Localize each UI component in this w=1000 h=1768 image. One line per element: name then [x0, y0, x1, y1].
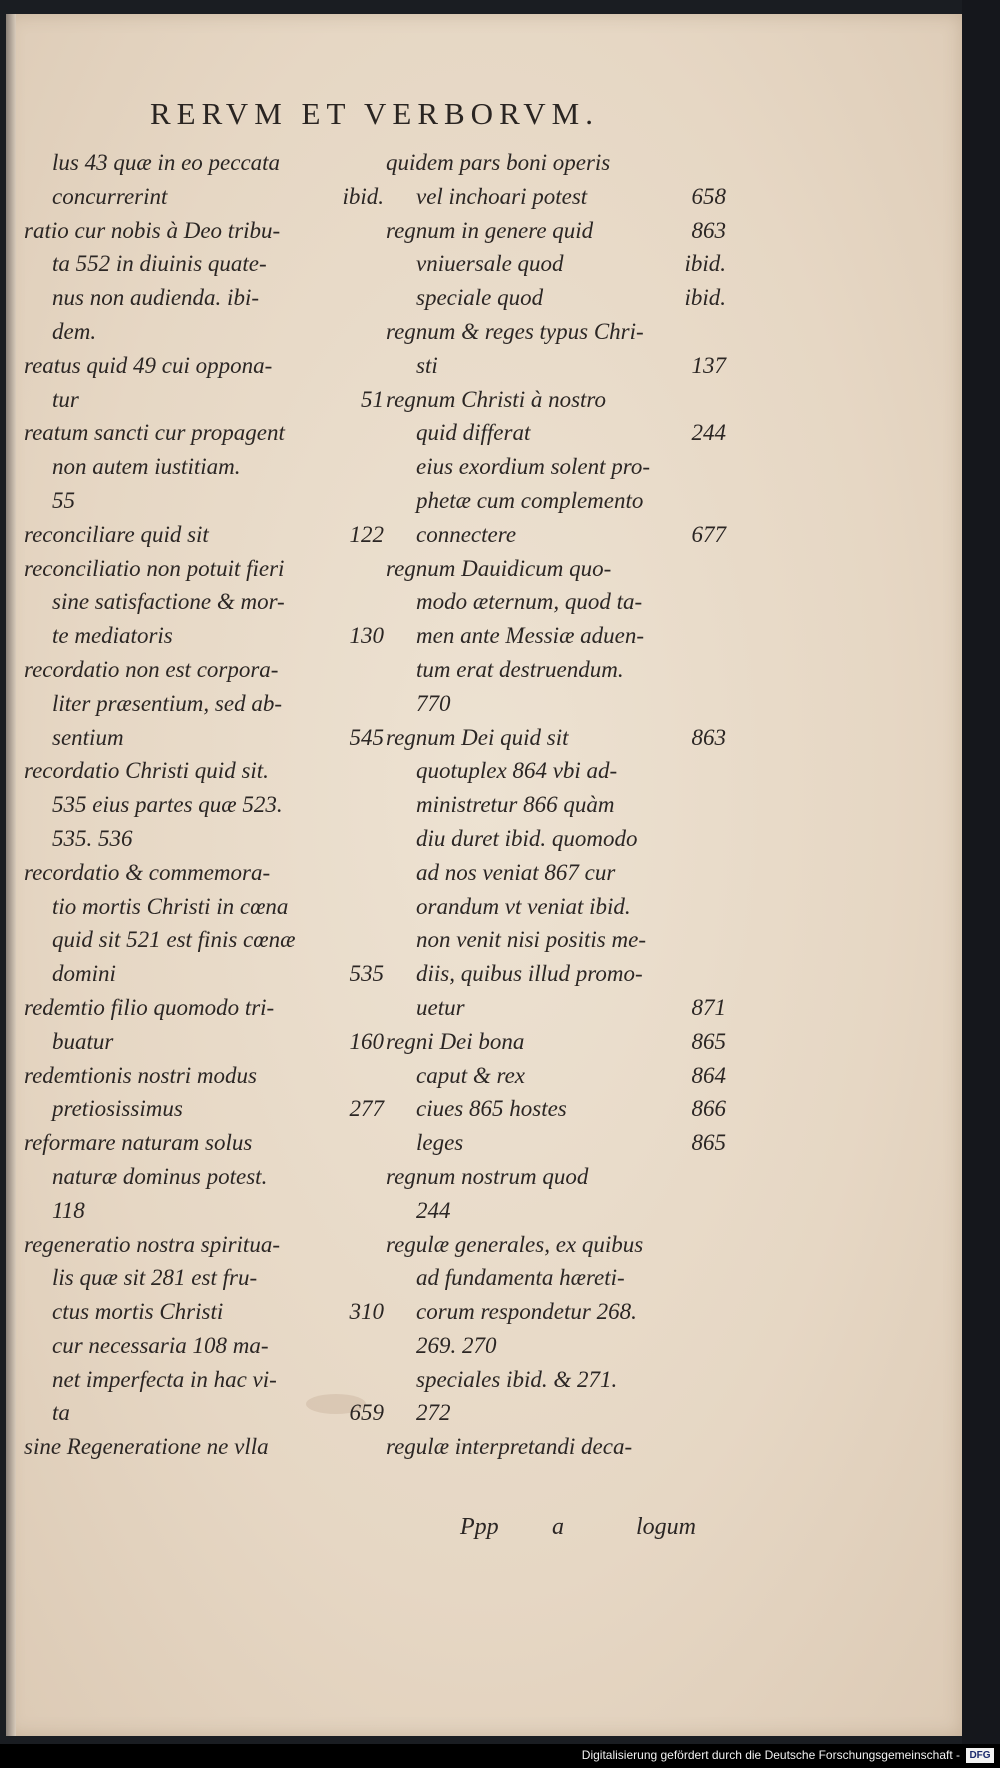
index-entry-text: diis, quibus illud promo-	[416, 961, 643, 987]
left-index-line	[24, 146, 384, 180]
index-page-number: 864	[691, 1062, 726, 1088]
index-entry-text: uetur	[416, 994, 465, 1020]
index-entry-text: regnum & reges typus Chri-	[386, 318, 644, 344]
left-index-line	[24, 957, 384, 991]
index-page-number: 310	[349, 1299, 384, 1325]
right-index-line	[386, 281, 726, 315]
index-entry-text: reformare naturam solus	[24, 1130, 253, 1156]
left-index-line	[24, 484, 384, 518]
left-index-line	[24, 383, 384, 417]
index-entry-text: domini	[52, 961, 116, 987]
right-index-line	[386, 957, 726, 991]
index-entry-text: regni Dei bona	[386, 1028, 525, 1054]
right-index-line	[386, 180, 726, 214]
index-entry-text: recordatio non est corpora-	[24, 656, 279, 682]
index-entry-text: speciales ibid. & 271.	[416, 1366, 618, 1392]
left-index-line	[24, 788, 384, 822]
right-index-line	[386, 1126, 726, 1160]
right-index-line	[386, 1396, 726, 1430]
right-index-line	[386, 214, 726, 248]
index-page-number: 137	[691, 352, 726, 378]
left-index-line	[24, 247, 384, 281]
index-entry-text: sti	[416, 352, 438, 378]
right-index-line	[386, 991, 726, 1025]
index-entry-text: sine Regeneratione ne vlla	[24, 1434, 269, 1460]
index-entry-text: sine satisfactione & mor-	[52, 589, 285, 615]
index-page-number: 545	[349, 724, 384, 750]
left-index-line	[24, 1092, 384, 1126]
index-entry-text: non autem iustitiam.	[52, 454, 241, 480]
index-page-number: 130	[349, 623, 384, 649]
index-entry-text: 535 eius partes quæ 523.	[52, 792, 283, 818]
right-index-line	[386, 653, 726, 687]
index-entry-text: regnum Dei quid sit	[386, 724, 569, 750]
left-index-line	[24, 1059, 384, 1093]
index-page-number: 658	[691, 183, 726, 209]
index-entry-text: 269. 270	[416, 1332, 497, 1358]
left-index-line	[24, 653, 384, 687]
index-page-number: 51	[361, 386, 384, 412]
signature-letter: a	[552, 1514, 564, 1540]
index-entry-text: ad nos veniat 867 cur	[416, 859, 616, 885]
index-entry-text: reconciliatio non potuit fieri	[24, 555, 285, 581]
index-entry-text: regnum Christi à nostro	[386, 386, 607, 412]
index-entry-text: 272	[416, 1400, 451, 1426]
left-index-line	[24, 1261, 384, 1295]
left-index-line	[24, 1430, 384, 1464]
index-page-number: ibid.	[684, 251, 726, 277]
right-index-line	[386, 1092, 726, 1126]
index-page-number: 659	[349, 1400, 384, 1426]
left-index-line	[24, 687, 384, 721]
right-index-line	[386, 416, 726, 450]
left-index-line	[24, 180, 384, 214]
index-page-number: 871	[691, 994, 726, 1020]
right-index-line	[386, 1160, 726, 1194]
left-index-line	[24, 349, 384, 383]
left-index-line	[24, 518, 384, 552]
index-entry-text: te mediatoris	[52, 623, 173, 649]
index-entry-text: liter præsentium, sed ab-	[52, 690, 282, 716]
index-page-number: 863	[691, 724, 726, 750]
dfg-logo: DFG	[966, 1748, 994, 1763]
index-page-number: 866	[691, 1096, 726, 1122]
left-index-line	[24, 552, 384, 586]
index-page-number: 865	[691, 1028, 726, 1054]
index-entry-text: orandum vt veniat ibid.	[416, 893, 631, 919]
left-index-line	[24, 1160, 384, 1194]
right-index-line	[386, 349, 726, 383]
index-entry-text: diu duret ibid. quomodo	[416, 825, 638, 851]
page-gutter	[6, 14, 16, 1736]
catchword: logum	[636, 1514, 696, 1540]
index-entry-text: regnum nostrum quod	[386, 1163, 589, 1189]
right-index-line	[386, 1329, 726, 1363]
index-entry-text: speciale quod	[416, 285, 544, 311]
index-entry-text: 535. 536	[52, 825, 133, 851]
right-index-line	[386, 1025, 726, 1059]
left-index-line	[24, 1363, 384, 1397]
left-index-line	[24, 991, 384, 1025]
index-entry-text: caput & rex	[416, 1062, 526, 1088]
index-entry-text: 244	[416, 1197, 451, 1223]
right-index-line	[386, 518, 726, 552]
index-entry-text: regulæ generales, ex quibus	[386, 1231, 644, 1257]
index-page-number: 863	[691, 217, 726, 243]
left-index-line	[24, 214, 384, 248]
left-index-line	[24, 1025, 384, 1059]
index-entry-text: recordatio Christi quid sit.	[24, 758, 269, 784]
index-page-number: ibid.	[684, 285, 726, 311]
index-entry-text: connectere	[416, 521, 517, 547]
right-index-line	[386, 1228, 726, 1262]
scan-edge	[962, 0, 1000, 1768]
index-entry-text: regulæ interpretandi deca-	[386, 1434, 633, 1460]
index-entry-text: modo æternum, quod ta-	[416, 589, 643, 615]
index-entry-text: ta 552 in diuinis quate-	[52, 251, 267, 277]
left-index-line	[24, 890, 384, 924]
right-index-line	[386, 552, 726, 586]
right-index-line	[386, 146, 726, 180]
index-entry-text: lus 43 quæ in eo peccata	[52, 150, 281, 175]
index-entry-text: corum respondetur 268.	[416, 1299, 637, 1325]
right-index-line	[386, 788, 726, 822]
left-index-line	[24, 416, 384, 450]
right-index-line	[386, 484, 726, 518]
index-entry-text: 770	[416, 690, 451, 716]
right-index-line	[386, 619, 726, 653]
left-index-line	[24, 822, 384, 856]
left-index-line	[24, 1295, 384, 1329]
index-entry-text: men ante Messiæ aduen-	[416, 623, 645, 649]
right-index-line	[386, 923, 726, 957]
index-page-number: 122	[349, 521, 384, 547]
right-index-line	[386, 1363, 726, 1397]
index-entry-text: 55	[52, 487, 75, 513]
left-index-line	[24, 1194, 384, 1228]
index-page-number: 535	[349, 961, 384, 987]
left-index-line	[24, 1396, 384, 1430]
index-column-left	[24, 146, 384, 1464]
right-index-line	[386, 1430, 726, 1464]
index-entry-text: ciues 865 hostes	[416, 1096, 567, 1122]
index-entry-text: recordatio & commemora-	[24, 859, 271, 885]
index-entry-text: ta	[52, 1400, 70, 1426]
index-entry-text: buatur	[52, 1028, 114, 1054]
left-index-line	[24, 585, 384, 619]
index-entry-text: pretiosissimus	[52, 1096, 183, 1122]
index-entry-text: vel inchoari potest	[416, 183, 588, 209]
index-entry-text: eius exordium solent pro-	[416, 454, 651, 480]
left-index-line	[24, 315, 384, 349]
index-entry-text: ctus mortis Christi	[52, 1299, 224, 1325]
left-index-line	[24, 923, 384, 957]
right-index-line	[386, 721, 726, 755]
right-index-line	[386, 822, 726, 856]
index-entry-text: lis quæ sit 281 est fru-	[52, 1265, 258, 1291]
index-entry-text: quid differat	[416, 420, 531, 446]
index-entry-text: 118	[52, 1197, 85, 1223]
index-entry-text: reatum sancti cur propagent	[24, 420, 285, 446]
index-entry-text: redemtionis nostri modus	[24, 1062, 257, 1088]
right-index-line	[386, 890, 726, 924]
index-page-number: 244	[691, 420, 726, 446]
index-entry-text: phetæ cum complemento	[416, 487, 644, 513]
left-index-line	[24, 1228, 384, 1262]
index-column-right	[386, 146, 726, 1464]
left-index-line	[24, 1126, 384, 1160]
right-index-line	[386, 1261, 726, 1295]
index-entry-text: cur necessaria 108 ma-	[52, 1332, 269, 1358]
index-entry-text: nus non audienda. ibi-	[52, 285, 259, 311]
index-entry-text: dem.	[52, 318, 97, 344]
index-entry-text: regnum Dauidicum quo-	[386, 555, 612, 581]
index-entry-text: quid sit 521 est finis cœnæ	[52, 927, 296, 953]
right-index-line	[386, 754, 726, 788]
left-index-line	[24, 619, 384, 653]
index-entry-text: regnum in genere quid	[386, 217, 594, 243]
right-index-line	[386, 856, 726, 890]
index-page-number: 160	[349, 1028, 384, 1054]
index-page-number: ibid.	[342, 183, 384, 209]
right-index-line	[386, 450, 726, 484]
right-index-line	[386, 383, 726, 417]
index-entry-text: ministretur 866 quàm	[416, 792, 615, 818]
index-entry-text: ad fundamenta hæreti-	[416, 1265, 625, 1291]
running-head: RERVM ET VERBORVM.	[150, 96, 599, 131]
index-entry-text: non venit nisi positis me-	[416, 927, 646, 953]
left-index-line	[24, 856, 384, 890]
index-entry-text: vniuersale quod	[416, 251, 564, 277]
right-index-line	[386, 585, 726, 619]
index-entry-text: regeneratio nostra spiritua-	[24, 1231, 280, 1257]
funding-credit: Digitalisierung gefördert durch die Deutsche Forschungsgemeinschaft -	[581, 1748, 960, 1762]
index-page-number: 865	[691, 1130, 726, 1156]
signature-mark: Ppp	[460, 1514, 499, 1540]
index-entry-text: tio mortis Christi in cœna	[52, 893, 289, 919]
index-entry-text: naturæ dominus potest.	[52, 1163, 268, 1189]
index-entry-text: tur	[52, 386, 79, 412]
left-index-line	[24, 754, 384, 788]
right-index-line	[386, 1295, 726, 1329]
index-entry-text: reconciliare quid sit	[24, 521, 209, 547]
left-index-line	[24, 721, 384, 755]
index-entry-text: tum erat destruendum.	[416, 656, 624, 682]
index-entry-text: redemtio filio quomodo tri-	[24, 994, 275, 1020]
left-index-line	[24, 281, 384, 315]
index-entry-text: concurrerint	[52, 183, 168, 209]
index-entry-text: ratio cur nobis à Deo tribu-	[24, 217, 281, 243]
left-index-line	[24, 1329, 384, 1363]
right-index-line	[386, 1059, 726, 1093]
index-entry-text: net imperfecta in hac vi-	[52, 1366, 277, 1392]
index-entry-text: leges	[416, 1130, 464, 1156]
left-index-line	[24, 450, 384, 484]
index-page-number: 677	[691, 521, 726, 547]
index-entry-text: quotuplex 864 vbi ad-	[416, 758, 618, 784]
index-entry-text: reatus quid 49 cui opponа-	[24, 352, 273, 378]
right-index-line	[386, 1194, 726, 1228]
right-index-line	[386, 315, 726, 349]
digitization-footer	[0, 1744, 1000, 1768]
index-entry-text: quidem pars boni operis	[386, 150, 611, 175]
index-entry-text: sentium	[52, 724, 124, 750]
right-index-line	[386, 247, 726, 281]
index-page-number: 277	[349, 1096, 384, 1122]
right-index-line	[386, 687, 726, 721]
